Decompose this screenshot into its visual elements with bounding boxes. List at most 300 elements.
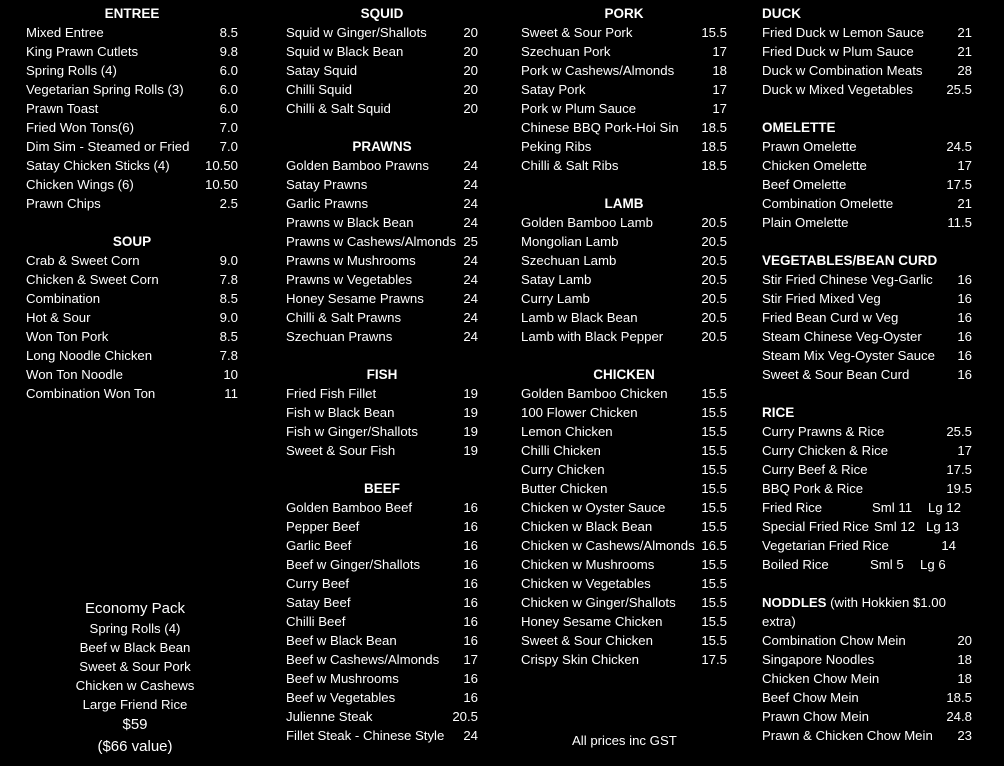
item-name: Won Ton Noodle — [26, 367, 124, 382]
economy-item: Sweet & Sour Pork — [79, 659, 191, 674]
item-price: 7.0 — [219, 120, 238, 135]
item-price: 24 — [463, 215, 478, 230]
menu-item — [286, 517, 478, 536]
menu-item — [762, 194, 972, 213]
section-heading-entree: ENTREE — [104, 6, 160, 21]
item-name: Honey Sesame Prawns — [286, 291, 424, 306]
item-name: Duck w Combination Meats — [762, 63, 923, 78]
item-price: 15.5 — [701, 557, 727, 572]
item-price: 16 — [957, 367, 972, 382]
item-name: King Prawn Cutlets — [26, 44, 139, 59]
item-name: Singapore Noodles — [762, 652, 875, 667]
item-name: Curry Beef — [286, 576, 350, 591]
menu-item — [521, 574, 727, 593]
column-1 — [26, 4, 238, 403]
economy-item: Large Friend Rice — [82, 697, 188, 712]
menu-item — [286, 289, 478, 308]
menu-item — [762, 137, 972, 156]
menu-item — [26, 194, 238, 213]
item-price: 17 — [957, 158, 972, 173]
item-price: 20 — [463, 63, 478, 78]
item-price: 16 — [463, 633, 478, 648]
menu-item — [762, 289, 972, 308]
item-name: Prawns w Mushrooms — [286, 253, 416, 268]
menu-item — [521, 327, 727, 346]
item-name: Peking Ribs — [521, 139, 592, 154]
item-name: Mongolian Lamb — [521, 234, 619, 249]
item-price: 18 — [957, 652, 972, 667]
item-price: 20.5 — [701, 272, 727, 287]
item-name: 100 Flower Chicken — [521, 405, 638, 420]
item-name: Mixed Entree — [26, 25, 104, 40]
item-name: Fish w Ginger/Shallots — [286, 424, 418, 439]
section-heading-soup: SOUP — [112, 234, 152, 249]
item-name: Fried Won Tons(6) — [26, 120, 134, 135]
item-price: 15.5 — [701, 481, 727, 496]
item-name: Vegetarian Spring Rolls (3) — [26, 82, 184, 97]
menu-item — [762, 688, 972, 707]
squid-list — [286, 23, 478, 118]
economy-price: $59 — [122, 716, 148, 733]
item-price: 28 — [957, 63, 972, 78]
menu-item — [521, 213, 727, 232]
item-name: Lemon Chicken — [521, 424, 613, 439]
item-price-small: Sml 12 — [874, 519, 916, 534]
item-price-large: Lg 12 — [928, 500, 962, 515]
menu-item — [26, 346, 238, 365]
menu-item — [762, 422, 972, 441]
menu-item — [762, 631, 972, 650]
item-price-large: Lg 13 — [926, 519, 960, 534]
menu-item — [762, 707, 972, 726]
menu-item — [26, 99, 238, 118]
menu-item — [762, 213, 972, 232]
noodles-note: (with Hokkien $1.00 extra) — [762, 595, 946, 629]
item-name: Prawns w Cashews/Almonds — [286, 234, 457, 249]
item-price: 15.5 — [701, 386, 727, 401]
menu-item — [521, 517, 727, 536]
menu-item — [286, 194, 478, 213]
rice-list — [762, 422, 972, 498]
item-price: 15.5 — [701, 614, 727, 629]
menu-item — [286, 650, 478, 669]
menu-item — [521, 99, 727, 118]
item-price: 20.5 — [701, 215, 727, 230]
item-price: 24 — [463, 272, 478, 287]
item-name: Szechuan Prawns — [286, 329, 393, 344]
item-price: 20 — [463, 44, 478, 59]
item-price: 17.5 — [701, 652, 727, 667]
menu-item — [762, 479, 972, 498]
item-price: 20.5 — [701, 310, 727, 325]
item-name: Beef w Cashews/Almonds — [286, 652, 440, 667]
section-heading-squid: SQUID — [360, 6, 404, 21]
item-name: Beef w Vegetables — [286, 690, 396, 705]
section-heading-duck: DUCK — [762, 6, 801, 21]
item-name: Sweet & Sour Bean Curd — [762, 367, 910, 382]
gst-note: All prices inc GST — [572, 733, 677, 748]
item-price: 21 — [957, 25, 972, 40]
item-name: Fried Bean Curd w Veg — [762, 310, 899, 325]
menu-item — [521, 384, 727, 403]
item-name: Chilli Beef — [286, 614, 346, 629]
item-name: Golden Bamboo Prawns — [286, 158, 429, 173]
menu-item — [286, 232, 478, 251]
menu-item — [521, 460, 727, 479]
menu-item — [286, 422, 478, 441]
menu-item — [286, 251, 478, 270]
menu-item — [521, 270, 727, 289]
item-name: Garlic Beef — [286, 538, 352, 553]
item-name: Plain Omelette — [762, 215, 849, 230]
column-2 — [286, 4, 478, 745]
menu-item — [286, 99, 478, 118]
menu-item — [286, 707, 478, 726]
prawns-list — [286, 156, 478, 346]
item-price: 10.50 — [204, 158, 238, 173]
item-name: Garlic Prawns — [286, 196, 369, 211]
item-price-large: Lg 6 — [920, 557, 946, 572]
section-heading-noodles: NODDLES — [762, 595, 827, 610]
item-name: Boiled Rice — [762, 557, 829, 572]
menu-item-vegetarian-fried-rice — [762, 536, 956, 555]
menu-item — [286, 327, 478, 346]
item-price: 19 — [463, 405, 478, 420]
menu-item — [286, 403, 478, 422]
item-name: Satay Beef — [286, 595, 351, 610]
item-price: 6.0 — [219, 82, 238, 97]
item-price: 15.5 — [701, 443, 727, 458]
item-price: 16 — [957, 310, 972, 325]
item-price: 17.5 — [946, 177, 972, 192]
section-heading-fish: FISH — [366, 367, 398, 382]
item-name: Steam Chinese Veg-Oyster — [762, 329, 922, 344]
menu-item — [762, 80, 972, 99]
item-name: Spring Rolls (4) — [26, 63, 117, 78]
section-heading-vegetables: VEGETABLES/BEAN CURD — [762, 253, 938, 268]
item-price: 2.5 — [219, 196, 238, 211]
item-price: 20 — [463, 82, 478, 97]
menu-item — [286, 441, 478, 460]
menu-item — [26, 384, 238, 403]
item-price: 16.5 — [701, 538, 727, 553]
item-name: Prawn Chips — [26, 196, 101, 211]
item-price: 16 — [463, 576, 478, 591]
economy-pack — [60, 598, 210, 758]
menu-item — [26, 137, 238, 156]
item-price: 20.5 — [701, 291, 727, 306]
noodles-heading — [762, 593, 957, 631]
menu-item — [26, 251, 238, 270]
menu-item — [521, 422, 727, 441]
item-name: Chicken w Vegetables — [521, 576, 651, 591]
menu-item-special-fried-rice — [762, 517, 972, 536]
menu-item-fried-rice — [762, 498, 972, 517]
menu-item — [521, 650, 727, 669]
item-price: 19 — [463, 424, 478, 439]
menu-item — [286, 156, 478, 175]
item-name: Crispy Skin Chicken — [521, 652, 639, 667]
menu-item — [762, 61, 972, 80]
menu-item — [762, 365, 972, 384]
item-name: Vegetarian Fried Rice — [762, 538, 889, 553]
item-name: BBQ Pork & Rice — [762, 481, 864, 496]
menu-item — [286, 23, 478, 42]
menu-item — [521, 441, 727, 460]
menu-item — [26, 80, 238, 99]
item-name: Chilli Chicken — [521, 443, 601, 458]
section-heading-beef: BEEF — [363, 481, 400, 496]
section-heading-chicken: CHICKEN — [593, 367, 655, 382]
item-name: Chicken Chow Mein — [762, 671, 880, 686]
economy-item: Beef w Black Bean — [79, 640, 191, 655]
item-price: 24.8 — [946, 709, 972, 724]
item-name: Prawn & Chicken Chow Mein — [762, 728, 933, 743]
menu-item — [762, 270, 972, 289]
item-price-small: Sml 11 — [872, 500, 913, 515]
menu-item — [286, 498, 478, 517]
item-price: 15.5 — [701, 25, 727, 40]
item-name: Won Ton Pork — [26, 329, 109, 344]
menu-item — [762, 650, 972, 669]
item-name: Sweet & Sour Chicken — [521, 633, 653, 648]
item-price: 11.5 — [947, 215, 972, 230]
menu-item — [521, 118, 727, 137]
item-name: Prawn Omelette — [762, 139, 857, 154]
menu-item — [286, 61, 478, 80]
item-price: 25.5 — [946, 82, 972, 97]
section-heading-pork: PORK — [604, 6, 644, 21]
menu-item — [26, 289, 238, 308]
fish-list — [286, 384, 478, 460]
item-price: 16 — [463, 671, 478, 686]
item-name: Crab & Sweet Corn — [26, 253, 140, 268]
item-price: 9.8 — [219, 44, 238, 59]
section-heading-rice: RICE — [762, 405, 795, 420]
menu-item — [521, 80, 727, 99]
item-price: 25.5 — [946, 424, 972, 439]
item-price: 25 — [463, 234, 478, 249]
item-name: Beef Omelette — [762, 177, 847, 192]
item-price: 16 — [463, 500, 478, 515]
item-name: Chilli & Salt Squid — [286, 101, 391, 116]
item-name: Golden Bamboo Lamb — [521, 215, 653, 230]
menu-item — [521, 42, 727, 61]
item-price: 16 — [957, 291, 972, 306]
item-price: 18.5 — [701, 120, 727, 135]
column-4 — [762, 4, 972, 745]
menu-item — [286, 612, 478, 631]
item-price: 18.5 — [701, 158, 727, 173]
item-name: Pork w Cashews/Almonds — [521, 63, 675, 78]
menu-item — [762, 669, 972, 688]
item-price: 17 — [712, 82, 727, 97]
item-name: Combination Omelette — [762, 196, 894, 211]
item-price: 11 — [224, 386, 238, 401]
menu-item — [762, 726, 972, 745]
item-price: 17 — [712, 101, 727, 116]
item-price-small: Sml 5 — [870, 557, 904, 572]
item-price: 21 — [957, 196, 972, 211]
item-name: Golden Bamboo Beef — [286, 500, 413, 515]
item-price: 15.5 — [701, 424, 727, 439]
item-name: Julienne Steak — [286, 709, 373, 724]
menu-item — [762, 441, 972, 460]
item-price: 20 — [957, 633, 972, 648]
soup-list — [26, 251, 238, 403]
duck-list — [762, 23, 972, 99]
item-name: Chicken w Cashews/Almonds — [521, 538, 695, 553]
menu-item — [521, 555, 727, 574]
menu-item — [26, 270, 238, 289]
item-name: Special Fried Rice — [762, 519, 870, 534]
omelette-list — [762, 137, 972, 232]
item-name: Combination — [26, 291, 101, 306]
menu-item — [286, 688, 478, 707]
menu-item — [286, 384, 478, 403]
item-name: Chicken w Oyster Sauce — [521, 500, 666, 515]
item-price: 18.5 — [946, 690, 972, 705]
menu-item — [26, 156, 238, 175]
item-name: Prawns w Black Bean — [286, 215, 414, 230]
menu-item — [521, 536, 727, 555]
item-price: 20 — [463, 25, 478, 40]
item-name: Stir Fried Mixed Veg — [762, 291, 881, 306]
menu-item — [26, 365, 238, 384]
item-price: 15.5 — [701, 576, 727, 591]
item-name: Beef w Mushrooms — [286, 671, 399, 686]
menu-item-boiled-rice — [762, 555, 972, 574]
menu-item — [286, 175, 478, 194]
menu-item — [286, 270, 478, 289]
item-price: 17 — [957, 443, 972, 458]
menu-item — [762, 327, 972, 346]
item-price: 10.50 — [204, 177, 238, 192]
item-name: Curry Chicken — [521, 462, 605, 477]
item-name: Curry Prawns & Rice — [762, 424, 885, 439]
item-name: Prawn Chow Mein — [762, 709, 870, 724]
menu-item — [286, 631, 478, 650]
menu-item — [26, 308, 238, 327]
menu-item — [26, 23, 238, 42]
menu-item — [762, 346, 972, 365]
item-name: Lamb with Black Pepper — [521, 329, 664, 344]
item-name: Fried Rice — [762, 500, 823, 515]
item-price: 23 — [957, 728, 972, 743]
item-name: Pepper Beef — [286, 519, 360, 534]
menu-item — [286, 308, 478, 327]
menu-item — [286, 536, 478, 555]
section-heading-omelette: OMELETTE — [762, 120, 836, 135]
entree-list — [26, 23, 238, 213]
item-name: Chilli & Salt Ribs — [521, 158, 619, 173]
chicken-list — [521, 384, 727, 669]
item-price: 24 — [463, 196, 478, 211]
item-name: Chicken Wings (6) — [26, 177, 134, 192]
menu-item — [26, 327, 238, 346]
item-price: 16 — [957, 348, 972, 363]
item-price: 20.5 — [452, 709, 478, 724]
item-price: 15.5 — [701, 500, 727, 515]
item-name: Dim Sim - Steamed or Fried — [26, 139, 190, 154]
menu-item — [286, 213, 478, 232]
menu-item — [521, 232, 727, 251]
item-price: 7.0 — [219, 139, 238, 154]
menu-item — [521, 251, 727, 270]
item-name: Curry Chicken & Rice — [762, 443, 889, 458]
item-name: Sweet & Sour Pork — [521, 25, 633, 40]
item-name: Hot & Sour — [26, 310, 91, 325]
item-price: 9.0 — [219, 310, 238, 325]
item-name: Chicken w Mushrooms — [521, 557, 655, 572]
item-name: Satay Prawns — [286, 177, 368, 192]
menu-item — [521, 61, 727, 80]
menu-item — [762, 42, 972, 61]
item-name: Satay Pork — [521, 82, 586, 97]
menu-item — [286, 42, 478, 61]
item-name: Szechuan Lamb — [521, 253, 617, 268]
item-name: Chicken w Ginger/Shallots — [521, 595, 676, 610]
item-name: Duck w Mixed Vegetables — [762, 82, 913, 97]
item-name: Chicken w Black Bean — [521, 519, 653, 534]
economy-pack-title: Economy Pack — [84, 600, 186, 617]
menu-item — [26, 175, 238, 194]
item-name: Honey Sesame Chicken — [521, 614, 663, 629]
menu-item — [286, 80, 478, 99]
item-price: 18 — [712, 63, 727, 78]
item-name: Golden Bamboo Chicken — [521, 386, 668, 401]
menu-item — [521, 403, 727, 422]
item-price: 15.5 — [701, 595, 727, 610]
item-price: 17 — [712, 44, 727, 59]
item-price: 19 — [463, 443, 478, 458]
item-price: 20 — [463, 101, 478, 116]
item-price: 18.5 — [701, 139, 727, 154]
section-heading-lamb: LAMB — [604, 196, 644, 211]
item-price: 10 — [223, 367, 238, 382]
economy-item: Spring Rolls (4) — [89, 621, 181, 636]
item-name: Szechuan Pork — [521, 44, 611, 59]
menu-item — [26, 42, 238, 61]
menu-item — [286, 574, 478, 593]
menu-item — [762, 23, 972, 42]
menu-item — [286, 669, 478, 688]
item-name: Lamb w Black Bean — [521, 310, 638, 325]
item-name: Satay Chicken Sticks (4) — [26, 158, 170, 173]
item-price: 24 — [463, 310, 478, 325]
item-price: 19 — [463, 386, 478, 401]
menu-item — [286, 593, 478, 612]
item-price: 16 — [463, 538, 478, 553]
menu-item — [521, 612, 727, 631]
menu-item — [521, 156, 727, 175]
item-name: Beef w Ginger/Shallots — [286, 557, 421, 572]
item-price: 7.8 — [219, 272, 238, 287]
item-name: Curry Lamb — [521, 291, 590, 306]
noodles-list — [762, 631, 972, 745]
menu-item — [26, 61, 238, 80]
item-price: 15.5 — [701, 405, 727, 420]
item-price: 8.5 — [219, 329, 238, 344]
menu-item — [762, 175, 972, 194]
vegetables-list — [762, 270, 972, 384]
item-price: 16 — [463, 595, 478, 610]
item-price: 24 — [463, 291, 478, 306]
pork-list — [521, 23, 727, 175]
item-price: 20.5 — [701, 234, 727, 249]
item-name: Long Noodle Chicken — [26, 348, 153, 363]
column-3 — [521, 4, 727, 669]
